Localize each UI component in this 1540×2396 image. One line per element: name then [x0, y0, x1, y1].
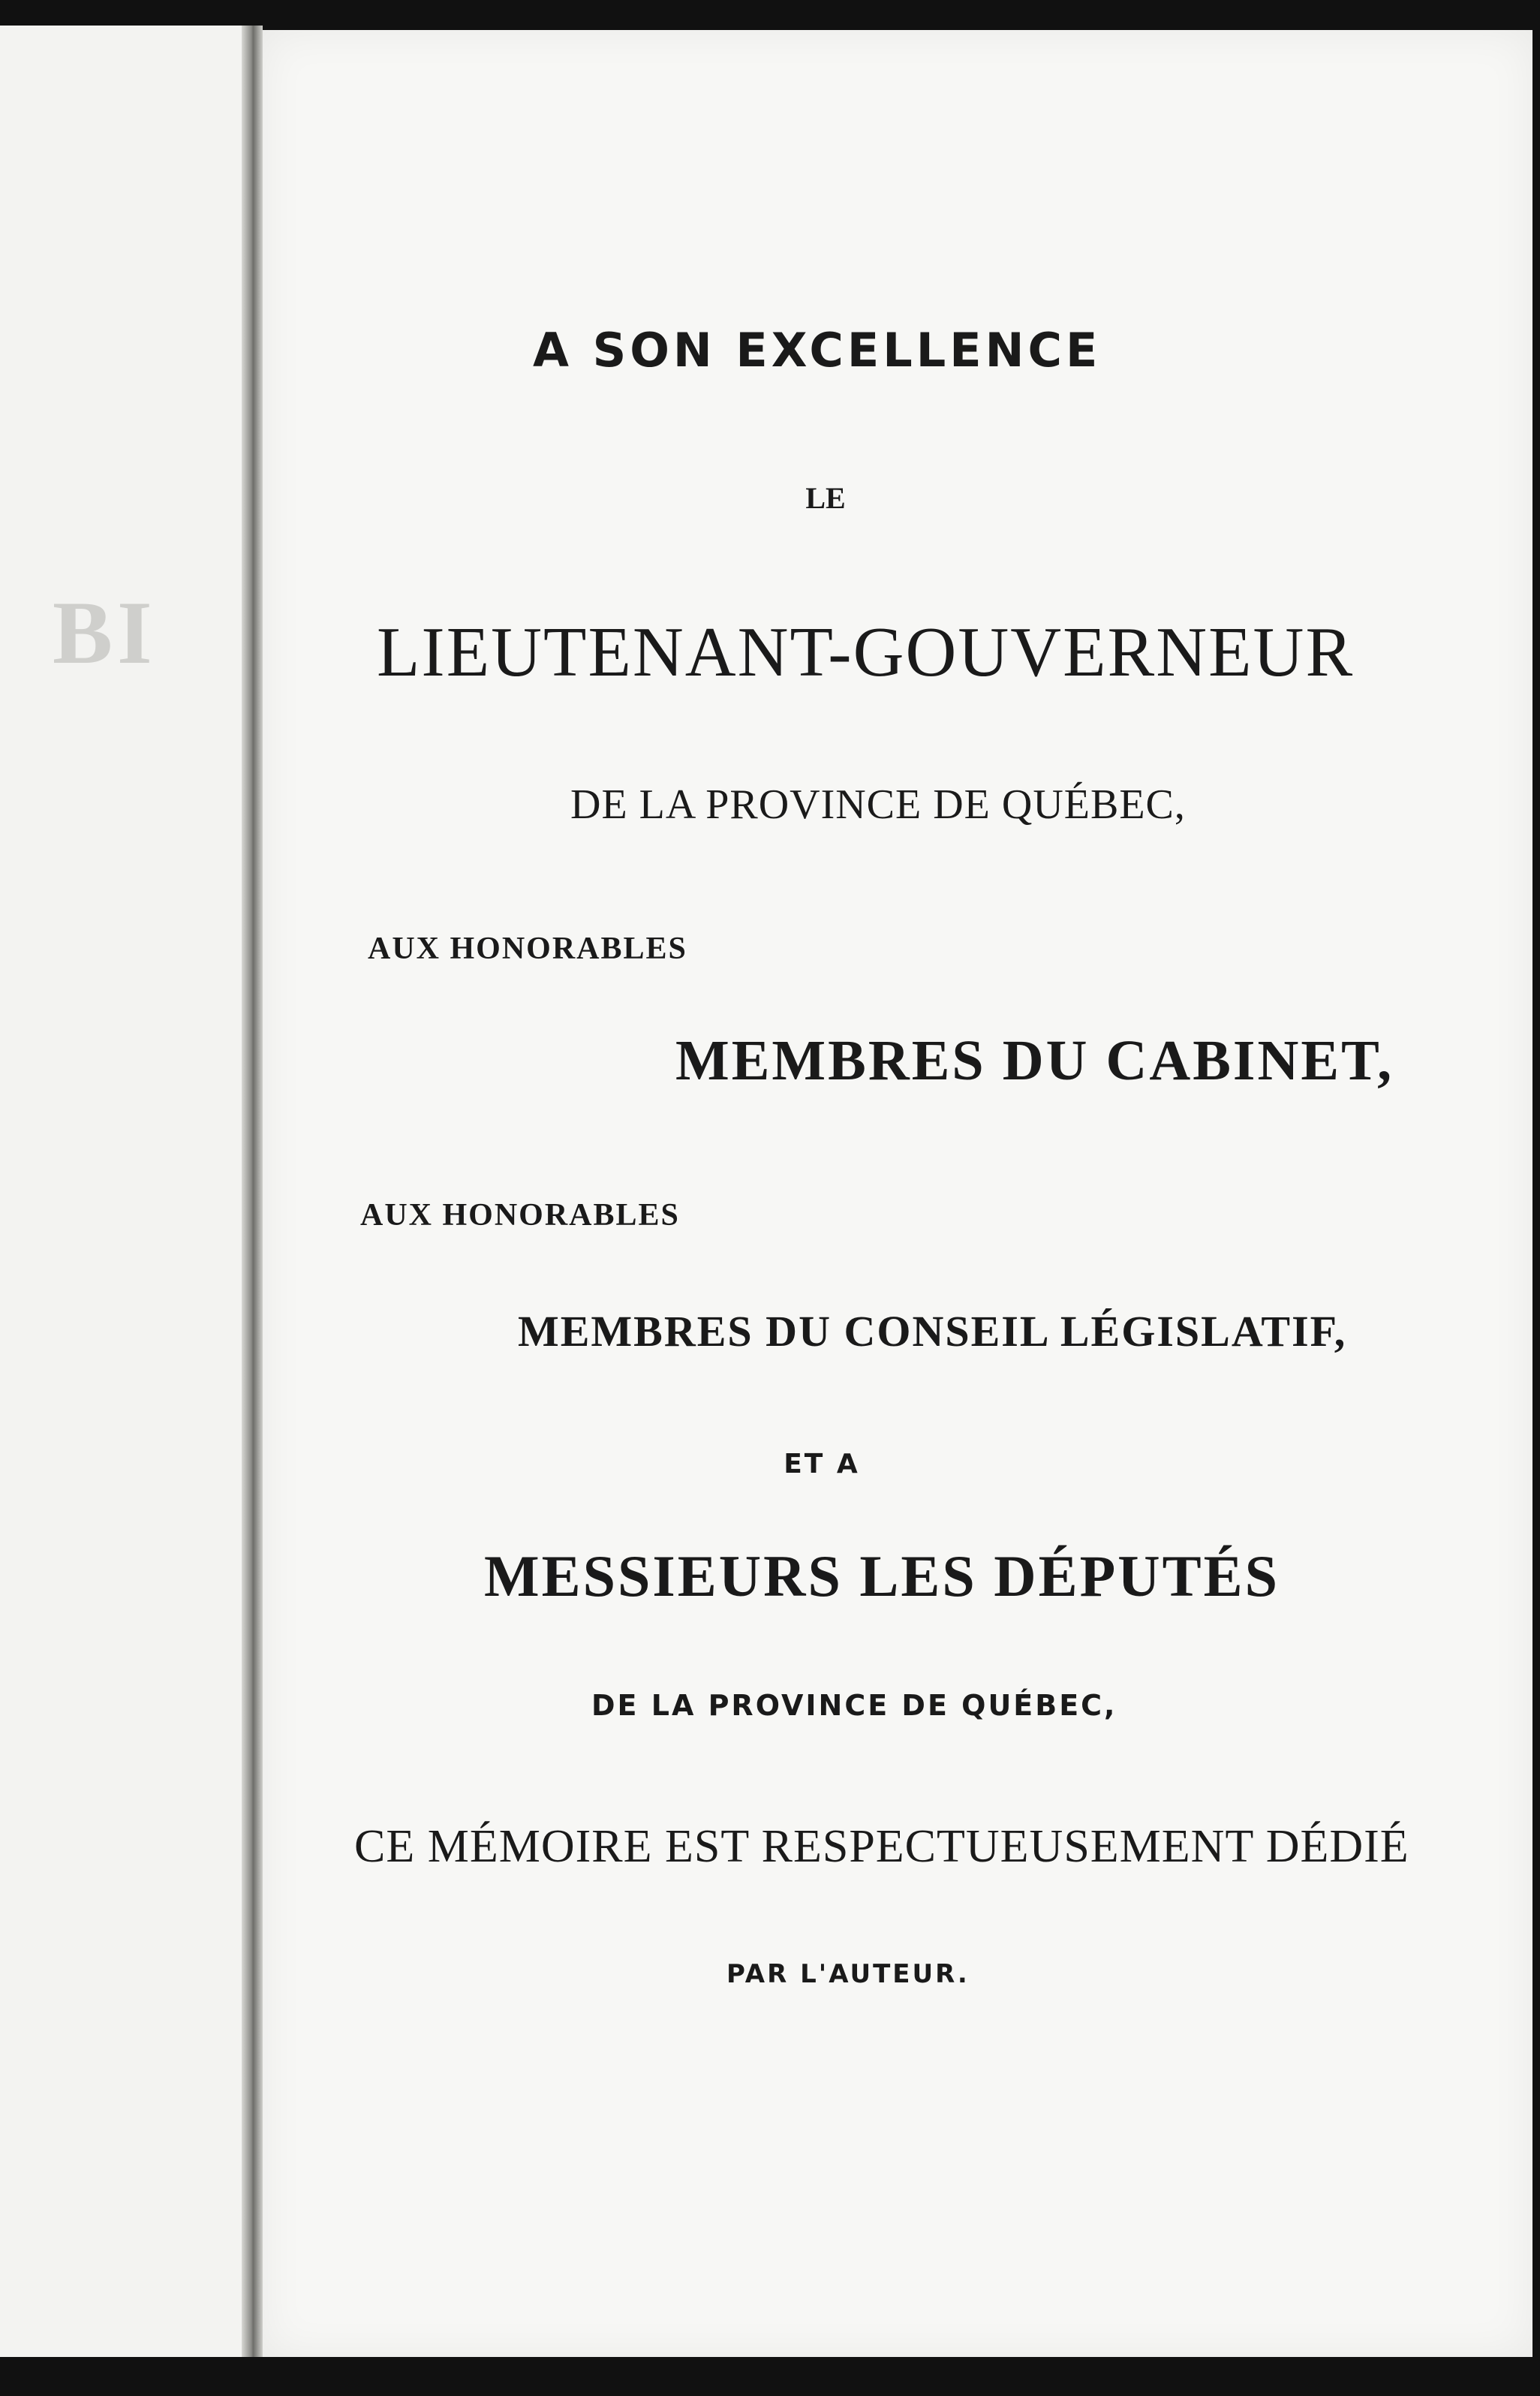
dedication-article: LE — [805, 481, 846, 515]
dedication-deputies: MESSIEURS LES DÉPUTÉS — [484, 1543, 1280, 1609]
dedication-cabinet-members: MEMBRES DU CABINET, — [675, 1029, 1394, 1092]
dedication-legislative-council: MEMBRES DU CONSEIL LÉGISLATIF, — [518, 1307, 1347, 1356]
dedication-author-signature: PAR L'AUTEUR. — [726, 1959, 970, 1989]
dedication-honorables-2: AUX HONORABLES — [360, 1198, 680, 1233]
dedication-heading: A SON EXCELLENCE — [533, 323, 1102, 378]
dedication-conjunction: ET A — [784, 1449, 860, 1479]
dedication-page — [263, 30, 1532, 2357]
dedication-province-line: DE LA PROVINCE DE QUÉBEC, — [570, 781, 1186, 828]
scan-bottom-border — [0, 2357, 1540, 2396]
book-gutter — [242, 26, 263, 2360]
dedication-province-line-2: DE LA PROVINCE DE QUÉBEC, — [591, 1689, 1117, 1722]
left-page-edge — [0, 26, 255, 2360]
dedication-title-lieutenant-governor: LIEUTENANT-GOUVERNEUR — [377, 613, 1355, 691]
dedication-honorables-1: AUX HONORABLES — [368, 932, 687, 966]
left-page-bleed-text: BI — [53, 582, 157, 682]
dedication-statement: CE MÉMOIRE EST RESPECTUEUSEMENT DÉDIÉ — [354, 1821, 1409, 1872]
